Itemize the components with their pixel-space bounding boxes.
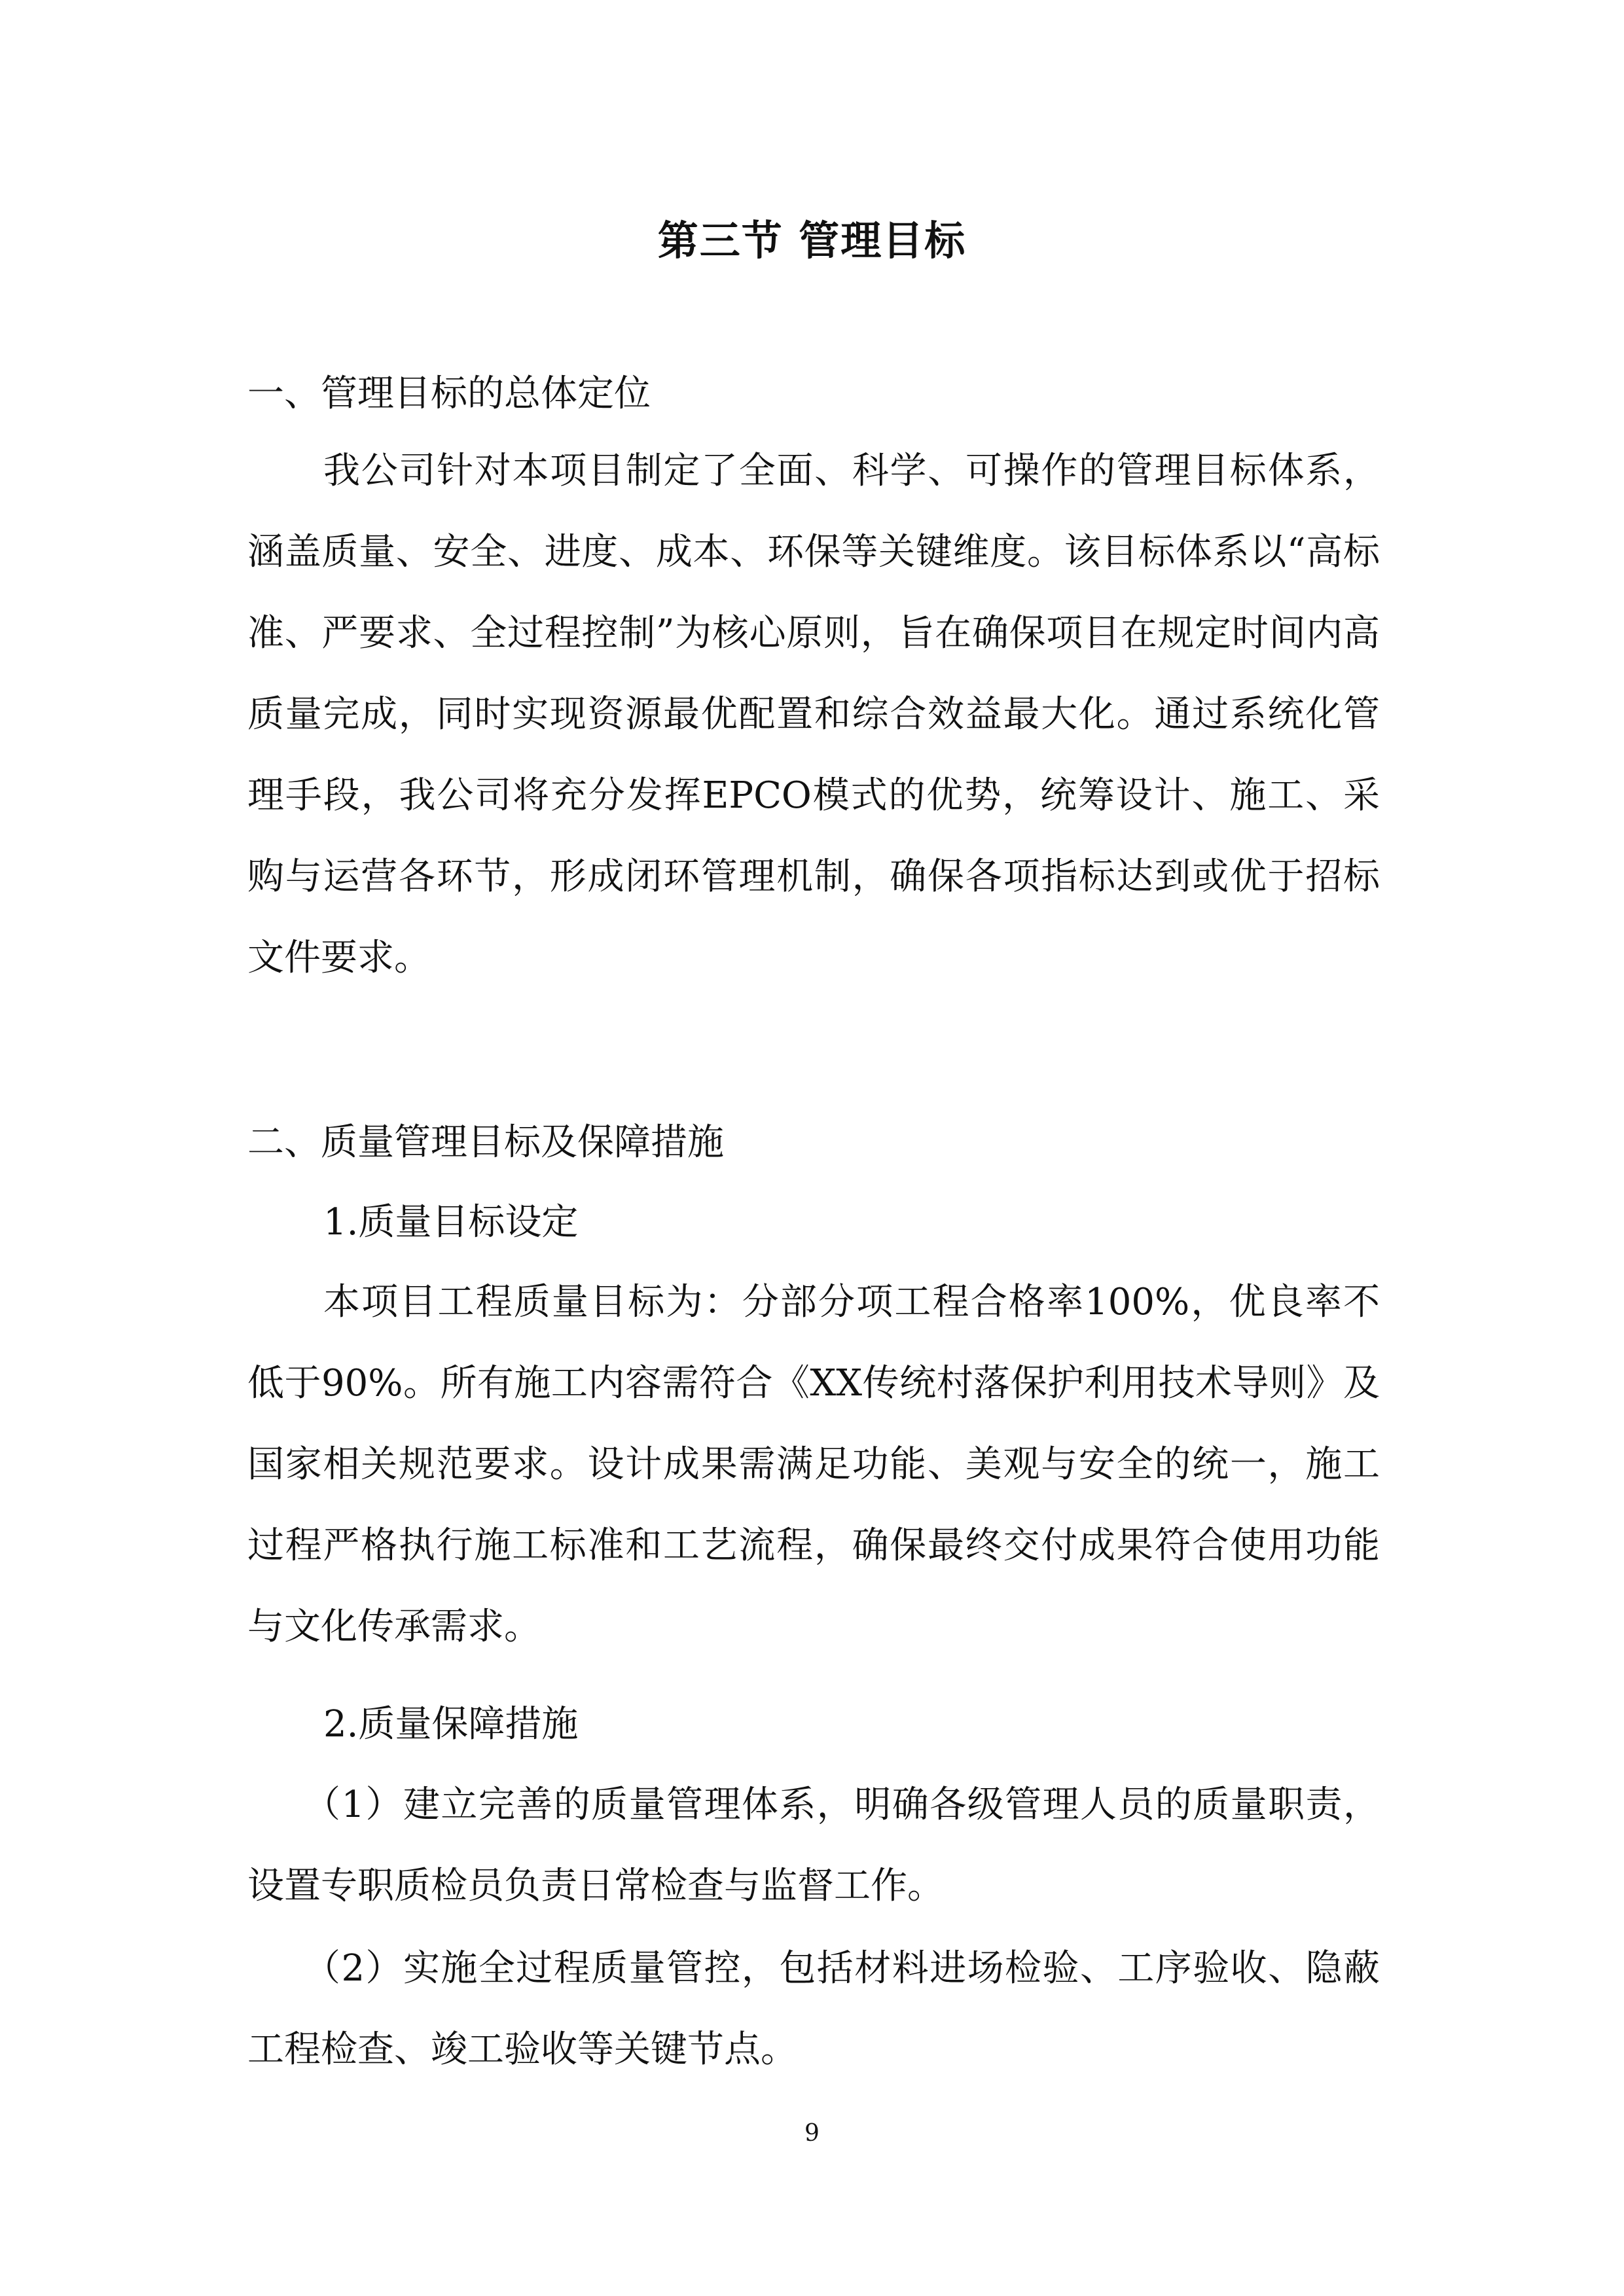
list-item-measure-2: （2）实施全过程质量管控，包括材料进场检验、工序验收、隐蔽工程检查、竣工验收等关键节点。	[247, 1947, 1380, 2071]
subsection-heading-quality-targets: 1.质量目标设定	[323, 1201, 579, 1244]
page-number: 9	[804, 2120, 820, 2147]
section-heading-quality-management: 二、质量管理目标及保障措施	[247, 1121, 724, 1164]
paragraph-quality-targets: 本项目工程质量目标为：分部分项工程合格率100%，优良率不低于90%。所有施工内容需符合《XX传统村落保护利用技术导则》及国家相关规范要求。设计成果需满足功能、美观与安全的统一，施工过程严格执行施工标准和工艺流程，确保最终交付成果符合使用功能与文化传承需求。	[247, 1281, 1380, 1648]
paragraph-overall-positioning: 我公司针对本项目制定了全面、科学、可操作的管理目标体系，涵盖质量、安全、进度、成本、环保等关键维度。该目标体系以“高标准、严要求、全过程控制”为核心原则，旨在确保项目在规定时间内高质量完成，同时实现资源最优配置和综合效益最大化。通过系统化管理手段，我公司将充分发挥EPCO模式的优势，统筹设计、施工、采购与运营各环节，形成闭环管理机制，确保各项指标达到或优于招标文件要求。	[247, 450, 1380, 979]
page-title: 第三节 管理目标	[657, 217, 967, 264]
list-item-measure-1: （1）建立完善的质量管理体系，明确各级管理人员的质量职责，设置专职质检员负责日常检查与监督工作。	[247, 1784, 1380, 1907]
subsection-heading-quality-measures: 2.质量保障措施	[323, 1703, 579, 1746]
section-heading-overall-positioning: 一、管理目标的总体定位	[247, 372, 651, 415]
